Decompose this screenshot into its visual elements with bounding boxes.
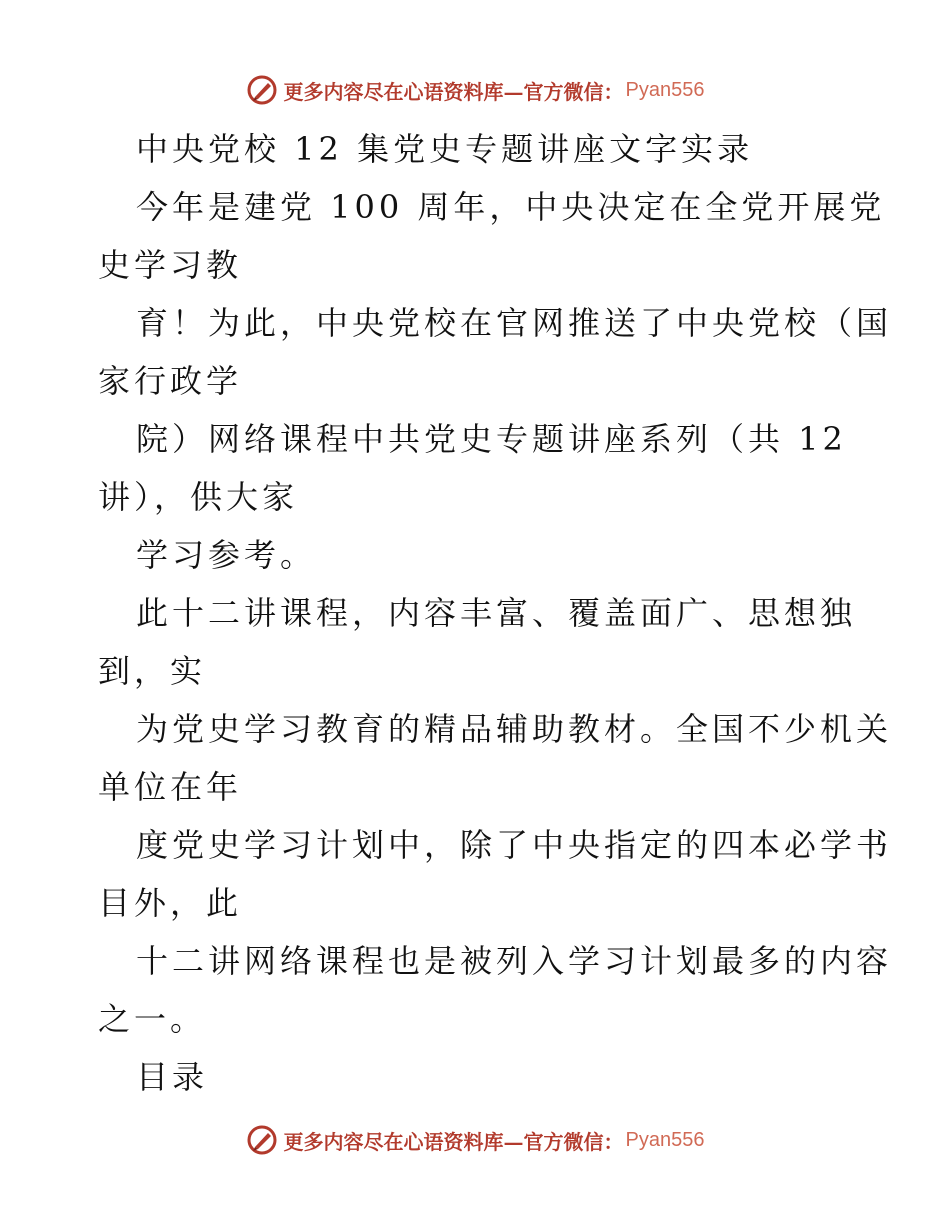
red-pen-logo-icon xyxy=(246,74,278,106)
text-line: 讲），供大家 xyxy=(98,478,299,516)
header-watermark-banner xyxy=(0,70,950,110)
banner-text: 更多内容尽在心语资料库—官方微信： xyxy=(283,79,624,104)
text-line: 此十二讲课程，内容丰富、覆盖面广、思想独 xyxy=(136,594,857,632)
text-line: 到，实 xyxy=(98,652,207,690)
text-line: 院）网络课程中共党史专题讲座系列（共 12 xyxy=(136,420,847,458)
document-body xyxy=(98,120,893,1106)
text-line: 目录 xyxy=(136,1058,209,1096)
text-line: 今年是建党 100 周年，中央决定在全党开展党 xyxy=(136,188,886,226)
text-line: 家行政学 xyxy=(98,362,243,400)
text-line: 度党史学习计划中，除了中央指定的四本必学书 xyxy=(136,826,893,864)
banner-wechat-id: Pyan556 xyxy=(625,1128,705,1151)
text-line: 单位在年 xyxy=(98,768,243,806)
banner-text: 更多内容尽在心语资料库—官方微信： xyxy=(283,1129,624,1154)
text-line: 中央党校 12 集党史专题讲座文字实录 xyxy=(136,130,754,168)
text-line: 之一。 xyxy=(98,1000,207,1038)
text-line: 学习参考。 xyxy=(136,536,317,574)
text-line: 史学习教 xyxy=(98,246,243,284)
red-pen-logo-icon xyxy=(246,1124,278,1156)
text-line: 育！为此，中央党校在官网推送了中央党校（国 xyxy=(136,304,893,342)
text-line: 十二讲网络课程也是被列入学习计划最多的内容 xyxy=(136,942,893,980)
banner-wechat-id: Pyan556 xyxy=(625,78,705,101)
text-line: 为党史学习教育的精品辅助教材。全国不少机关 xyxy=(136,710,893,748)
footer-watermark-banner xyxy=(0,1120,950,1160)
text-line: 目外，此 xyxy=(98,884,243,922)
